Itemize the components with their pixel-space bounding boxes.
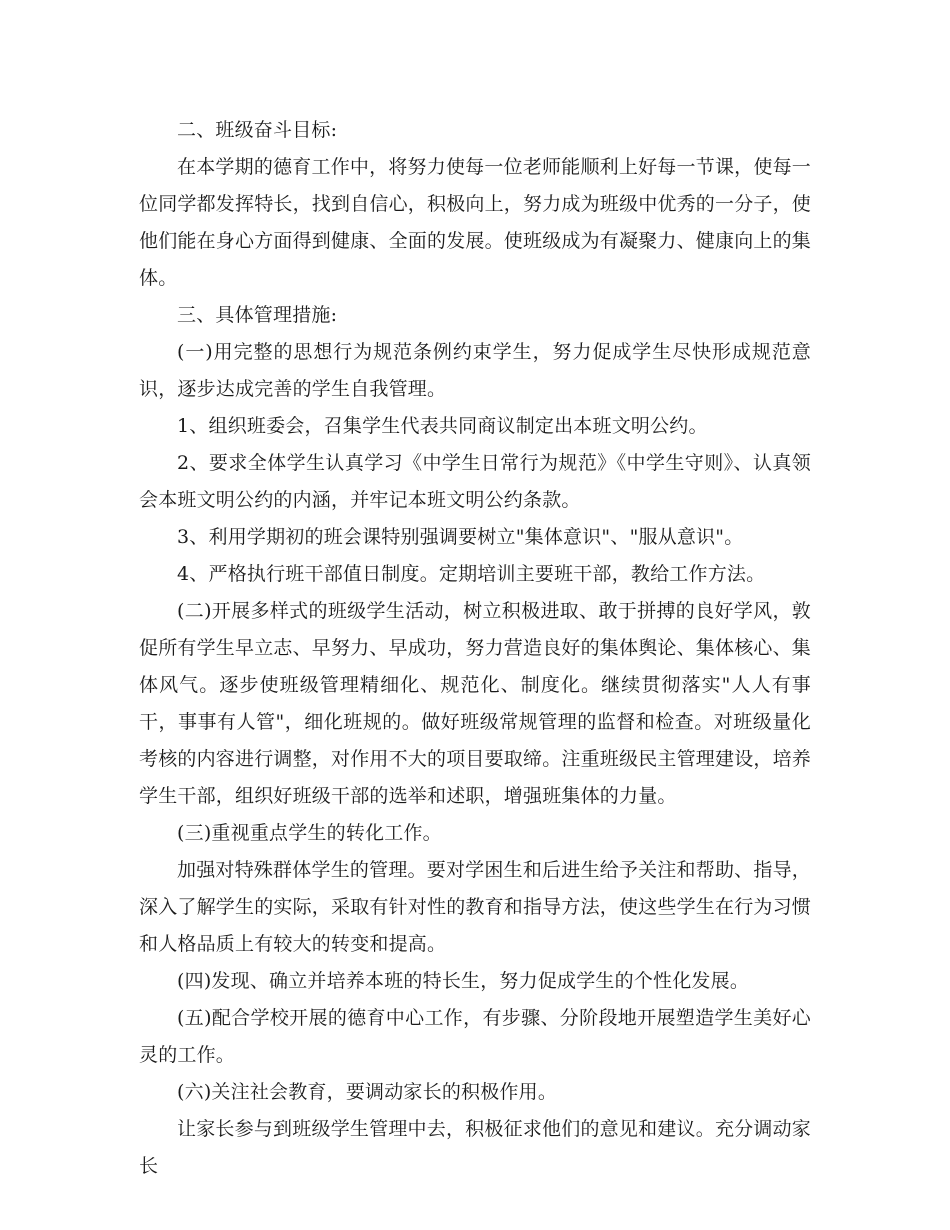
list-item-3: 3、利用学期初的班会课特别强调要树立"集体意识"、"服从意识"。 (177, 526, 744, 548)
paragraph-measure-1: (一)用完整的思想行为规范条例约束学生，努力促成学生尽快形成规范意识，逐步达成完善的学生自我管理。 (139, 341, 811, 400)
paragraph-measure-6: (六)关注社会教育，要调动家长的积极作用。 (177, 1081, 558, 1103)
paragraph-measure-3: (三)重视重点学生的转化工作。 (177, 822, 442, 844)
list-item-2: 2、要求全体学生认真学习《中学生日常行为规范》《中学生守则》、认真领会本班文明公约的内涵，并牢记本班文明公约条款。 (139, 452, 811, 511)
paragraph-measure-5: (五)配合学校开展的德育中心工作，有步骤、分阶段地开展塑造学生美好心灵的工作。 (139, 1007, 811, 1066)
section-heading-measures: 三、具体管理措施: (177, 304, 338, 326)
paragraph-measure-3-detail: 加强对特殊群体学生的管理。要对学困生和后进生给予关注和帮助、指导，深入了解学生的实际，采取有针对性的教育和指导方法，使这些学生在行为习惯和人格品质上有较大的转变和提高。 (139, 859, 812, 955)
paragraph-measure-6-detail: 让家长参与到班级学生管理中去，积极征求他们的意见和建议。充分调动家长 (139, 1118, 811, 1177)
paragraph-measure-2: (二)开展多样式的班级学生活动，树立积极进取、敢于拼搏的良好学风，敦促所有学生早立志、早努力、早成功，努力营造良好的集体舆论、集体核心、集体风气。逐步使班级管理精细化、规范化、制度化。继续贯彻落实"人人有事干，事事有人管"，细化班规的。做好班级常规管理的监督和检查。对班级量化考核的内容进行调整，对作用不大的项目要取缔。注重班级民主管理建设，培养学生干部，组织好班级干部的选举和述职，增强班集体的力量。 (139, 600, 812, 807)
document-body (139, 112, 811, 1185)
section-heading-goals: 二、班级奋斗目标: (177, 119, 338, 141)
paragraph-goals: 在本学期的德育工作中，将努力使每一位老师能顺利上好每一节课，使每一位同学都发挥特长，找到自信心，积极向上，努力成为班级中优秀的一分子，使他们能在身心方面得到健康、全面的发展。使班级成为有凝聚力、健康向上的集体。 (139, 156, 812, 289)
list-item-1: 1、组织班委会，召集学生代表共同商议制定出本班文明公约。 (177, 415, 708, 437)
paragraph-measure-4: (四)发现、确立并培养本班的特长生，努力促成学生的个性化发展。 (177, 970, 750, 992)
list-item-4: 4、严格执行班干部值日制度。定期培训主要班干部，教给工作方法。 (177, 563, 766, 585)
